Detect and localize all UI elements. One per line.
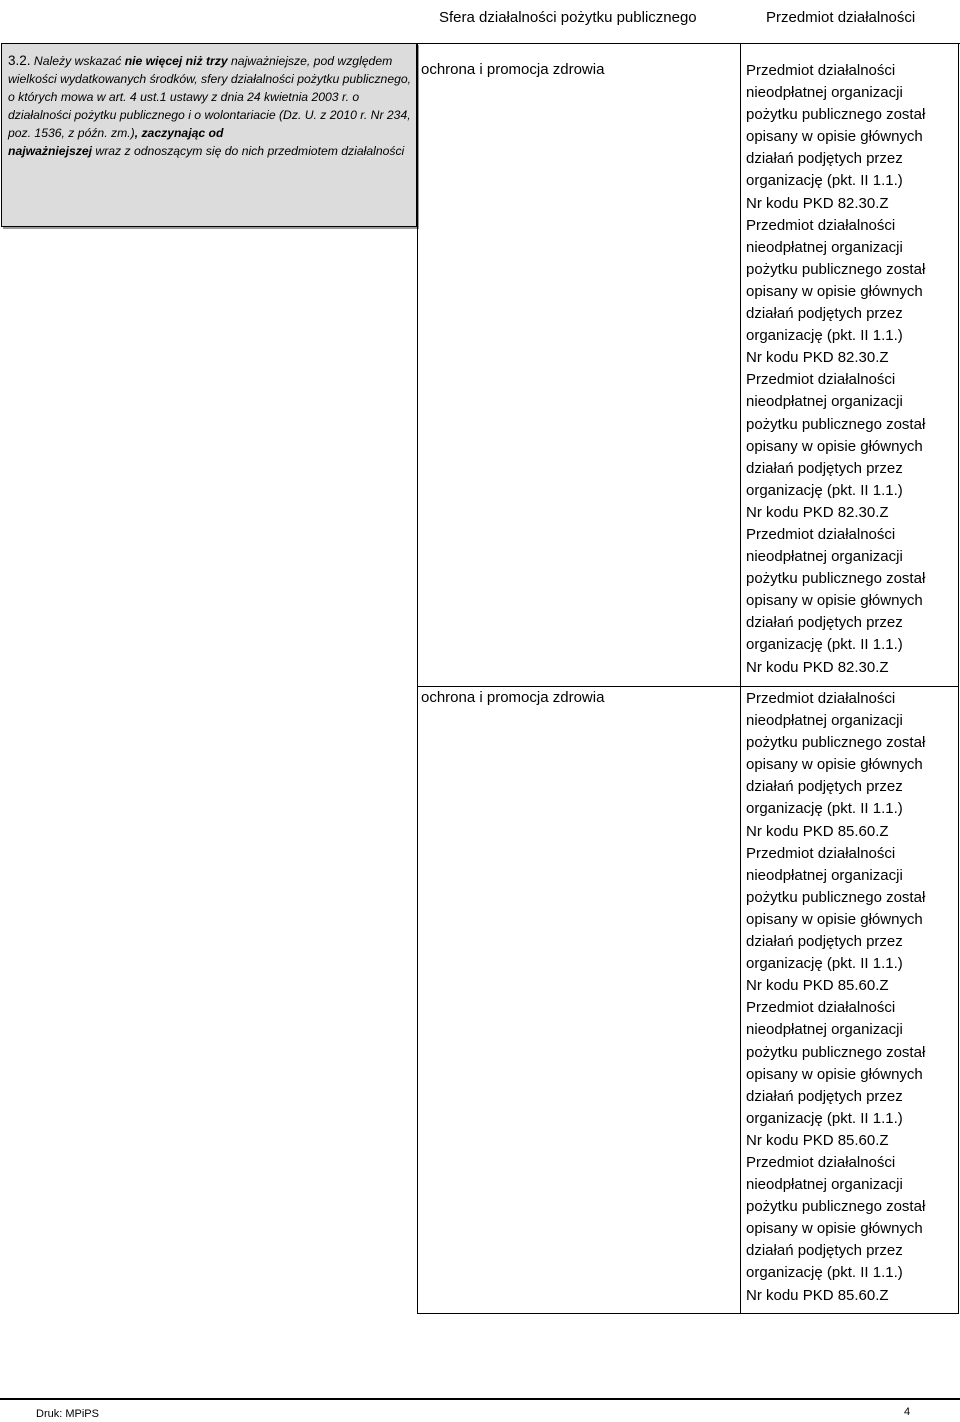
przedmiot-line: Przedmiot działalności: [746, 371, 896, 389]
przedmiot-line: opisany w opisie głównych: [746, 1065, 923, 1083]
przedmiot-line: opisany w opisie głównych: [746, 1220, 923, 1238]
przedmiot-line: organizację (pkt. II 1.1.): [746, 172, 903, 190]
przedmiot-line: nieodpłatnej organizacji: [746, 548, 903, 566]
przedmiot-entry: [746, 524, 958, 679]
przedmiot-line: organizację (pkt. II 1.1.): [746, 327, 903, 345]
przedmiot-line: Przedmiot działalności: [746, 1153, 896, 1171]
przedmiot-line: opisany w opisie głównych: [746, 910, 923, 928]
przedmiot-line: pożytku publicznego został: [746, 415, 926, 433]
pkd-code: Nr kodu PKD 85.60.Z: [746, 1131, 889, 1149]
przedmiot-line: działań podjętych przez: [746, 150, 903, 168]
przedmiot-line: Przedmiot działalności: [746, 999, 896, 1017]
przedmiot-entry: [746, 843, 958, 998]
przedmiot-line: działań podjętych przez: [746, 778, 903, 796]
przedmiot-line: Przedmiot działalności: [746, 525, 896, 543]
przedmiot-line: nieodpłatnej organizacji: [746, 866, 903, 884]
row-divider: [740, 686, 959, 687]
przedmiot-line: organizację (pkt. II 1.1.): [746, 955, 903, 973]
przedmiot-line: działań podjętych przez: [746, 1087, 903, 1105]
question-emphasis: nie więcej niż trzy: [124, 54, 228, 68]
question-emphasis: najważniejszej: [8, 144, 92, 158]
przedmiot-line: pożytku publicznego został: [746, 1043, 926, 1061]
przedmiot-line: pożytku publicznego został: [746, 1198, 926, 1216]
przedmiot-line: nieodpłatnej organizacji: [746, 1021, 903, 1039]
przedmiot-line: opisany w opisie głównych: [746, 128, 923, 146]
przedmiot-line: organizację (pkt. II 1.1.): [746, 636, 903, 654]
pkd-code: Nr kodu PKD 82.30.Z: [746, 658, 889, 676]
przedmiot-entry: [746, 60, 958, 215]
page-number: 4: [904, 1406, 911, 1418]
row-divider: [417, 686, 741, 687]
przedmiot-line: Przedmiot działalności: [746, 844, 896, 862]
przedmiot-line: organizację (pkt. II 1.1.): [746, 800, 903, 818]
przedmiot-line: pożytku publicznego został: [746, 570, 926, 588]
przedmiot-line: nieodpłatnej organizacji: [746, 238, 903, 256]
przedmiot-line: opisany w opisie głównych: [746, 756, 923, 774]
pkd-code: Nr kodu PKD 82.30.Z: [746, 349, 889, 367]
question-emphasis: , zaczynając od: [134, 126, 224, 140]
przedmiot-line: Przedmiot działalności: [746, 690, 896, 707]
przedmiot-line: nieodpłatnej organizacji: [746, 84, 903, 102]
przedmiot-entry: [746, 688, 958, 843]
pkd-code: Nr kodu PKD 85.60.Z: [746, 1286, 889, 1304]
przedmiot-line: pożytku publicznego został: [746, 260, 926, 278]
przedmiot-line: organizację (pkt. II 1.1.): [746, 481, 903, 499]
przedmiot-line: organizację (pkt. II 1.1.): [746, 1264, 903, 1282]
przedmiot-line: pożytku publicznego został: [746, 734, 926, 752]
przedmiot-line: działań podjętych przez: [746, 459, 903, 477]
header-sfera: Sfera działalności pożytku publicznego: [439, 9, 697, 26]
footer-rule: [0, 1398, 960, 1400]
footer-print-label: Druk: MPiPS: [36, 1408, 99, 1420]
przedmiot-cell: [746, 688, 958, 1307]
przedmiot-line: działań podjętych przez: [746, 933, 903, 951]
question-part: najważniejsze, pod względem wielkości wydatkowanych środków, sfery działalności pożytku publicznego, o których mowa w art. 4 ust.1 ustawy z dnia 24 kwietnia 2003 r. o działalności pożytku publicznego i o wolontariacie (Dz. U. z 2010 r. Nr 234, poz. 1536, z późn. zm.): [8, 54, 412, 140]
przedmiot-line: działań podjętych przez: [746, 305, 903, 323]
przedmiot-line: działań podjętych przez: [746, 614, 903, 632]
sfera-value: ochrona i promocja zdrowia: [421, 61, 605, 78]
pkd-code: Nr kodu PKD 82.30.Z: [746, 194, 889, 212]
header-przedmiot: Przedmiot działalności: [766, 9, 916, 26]
przedmiot-line: Przedmiot działalności: [746, 62, 896, 79]
przedmiot-line: nieodpłatnej organizacji: [746, 712, 903, 730]
przedmiot-entry: [746, 215, 958, 370]
question-text: [8, 52, 412, 160]
przedmiot-line: opisany w opisie głównych: [746, 437, 923, 455]
column-sfera: [417, 43, 741, 1314]
pkd-code: Nr kodu PKD 85.60.Z: [746, 822, 889, 840]
pkd-code: Nr kodu PKD 82.30.Z: [746, 503, 889, 521]
question-part: wraz z odnoszącym się do nich przedmiotem działalności: [92, 144, 405, 158]
przedmiot-line: organizację (pkt. II 1.1.): [746, 1109, 903, 1127]
question-number: 3.2.: [8, 53, 31, 68]
przedmiot-line: opisany w opisie głównych: [746, 282, 923, 300]
question-part: Należy wskazać: [33, 54, 125, 68]
przedmiot-line: nieodpłatnej organizacji: [746, 1176, 903, 1194]
przedmiot-line: pożytku publicznego został: [746, 888, 926, 906]
przedmiot-cell: [746, 60, 958, 679]
przedmiot-line: pożytku publicznego został: [746, 106, 926, 124]
sfera-value: ochrona i promocja zdrowia: [421, 689, 605, 706]
pkd-code: Nr kodu PKD 85.60.Z: [746, 977, 889, 995]
question-box: [1, 43, 417, 227]
przedmiot-entry: [746, 997, 958, 1152]
przedmiot-line: Przedmiot działalności: [746, 216, 896, 234]
przedmiot-line: opisany w opisie głównych: [746, 592, 923, 610]
przedmiot-entry: [746, 1152, 958, 1307]
przedmiot-line: działań podjętych przez: [746, 1242, 903, 1260]
przedmiot-line: nieodpłatnej organizacji: [746, 393, 903, 411]
przedmiot-entry: [746, 369, 958, 524]
